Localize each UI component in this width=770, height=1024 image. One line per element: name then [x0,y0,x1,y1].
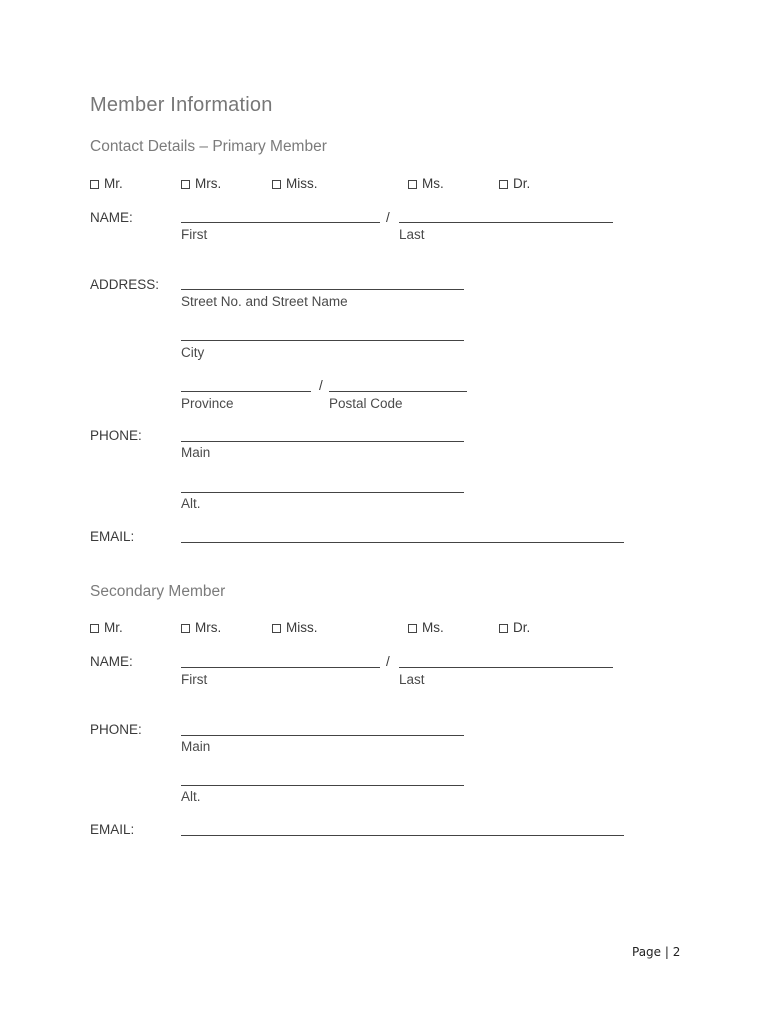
page-title: Member Information [90,94,273,116]
secondary-first-name-field[interactable] [181,667,380,668]
checkbox-icon[interactable] [181,624,190,633]
primary-title-ms[interactable]: Ms. [408,176,444,191]
secondary-title-mr[interactable]: Mr. [90,620,123,635]
checkbox-icon[interactable] [272,180,281,189]
secondary-section-heading: Secondary Member [90,583,226,600]
primary-title-miss[interactable]: Miss. [272,176,318,191]
page-number: Page | 2 [632,945,681,959]
checkbox-icon[interactable] [272,624,281,633]
primary-section-heading: Contact Details – Primary Member [90,138,327,155]
city-field[interactable] [181,340,464,341]
secondary-email-label: EMAIL: [90,822,135,837]
primary-email-label: EMAIL: [90,529,135,544]
last-caption: Last [399,672,425,687]
primary-title-mr[interactable]: Mr. [90,176,123,191]
name-separator: / [386,654,390,669]
main-caption: Main [181,445,211,460]
postal-separator: / [319,378,323,393]
primary-email-field[interactable] [181,542,624,543]
postal-code-caption: Postal Code [329,396,403,411]
primary-main-phone-field[interactable] [181,441,464,442]
primary-alt-phone-field[interactable] [181,492,464,493]
postal-code-field[interactable] [329,391,467,392]
main-caption: Main [181,739,211,754]
street-field[interactable] [181,289,464,290]
primary-name-label: NAME: [90,210,133,225]
primary-title-dr[interactable]: Dr. [499,176,530,191]
primary-title-mrs[interactable]: Mrs. [181,176,221,191]
secondary-phone-label: PHONE: [90,722,142,737]
first-caption: First [181,227,208,242]
secondary-main-phone-field[interactable] [181,735,464,736]
province-field[interactable] [181,391,311,392]
checkbox-icon[interactable] [499,624,508,633]
secondary-title-miss[interactable]: Miss. [272,620,318,635]
primary-last-name-field[interactable] [399,222,613,223]
secondary-alt-phone-field[interactable] [181,785,464,786]
checkbox-icon[interactable] [181,180,190,189]
alt-caption: Alt. [181,789,201,804]
secondary-title-ms[interactable]: Ms. [408,620,444,635]
checkbox-icon[interactable] [408,624,417,633]
checkbox-icon[interactable] [90,624,99,633]
name-separator: / [386,210,390,225]
checkbox-icon[interactable] [499,180,508,189]
secondary-name-label: NAME: [90,654,133,669]
checkbox-icon[interactable] [90,180,99,189]
secondary-title-dr[interactable]: Dr. [499,620,530,635]
secondary-email-field[interactable] [181,835,624,836]
city-caption: City [181,345,205,360]
last-caption: Last [399,227,425,242]
province-caption: Province [181,396,234,411]
address-label: ADDRESS: [90,277,160,292]
first-caption: First [181,672,208,687]
secondary-last-name-field[interactable] [399,667,613,668]
primary-phone-label: PHONE: [90,428,142,443]
street-caption: Street No. and Street Name [181,294,348,309]
primary-first-name-field[interactable] [181,222,380,223]
checkbox-icon[interactable] [408,180,417,189]
secondary-title-mrs[interactable]: Mrs. [181,620,221,635]
alt-caption: Alt. [181,496,201,511]
